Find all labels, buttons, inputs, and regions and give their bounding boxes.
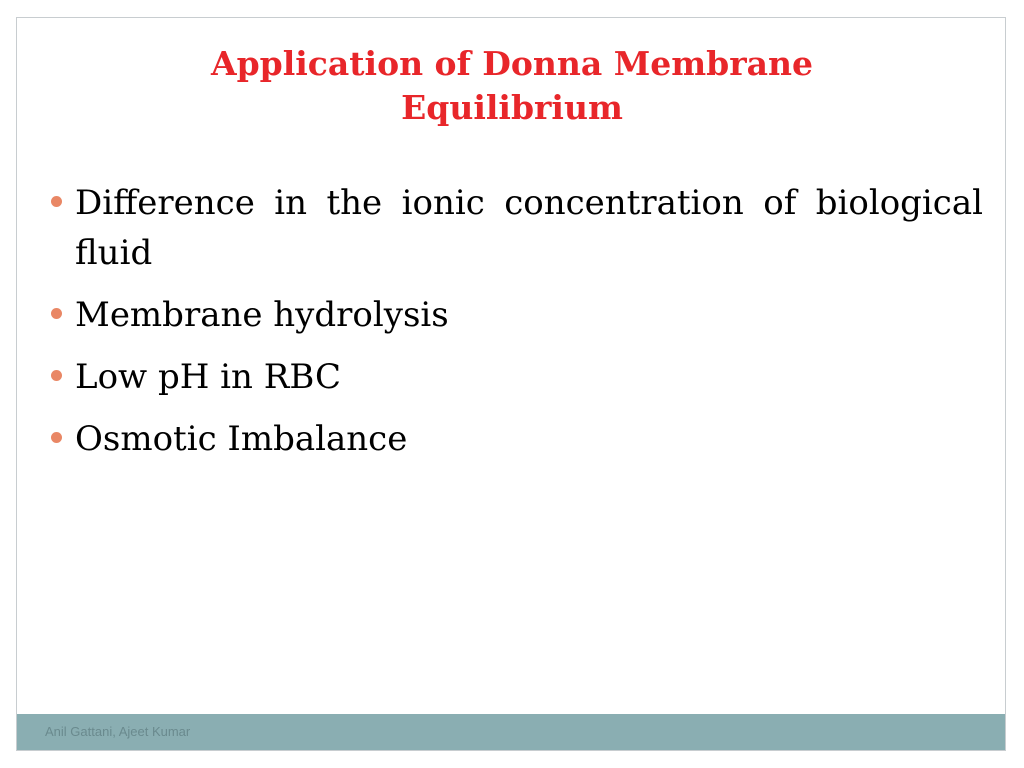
footer-author-text: Anil Gattani, Ajeet Kumar: [45, 724, 191, 739]
bullet-dot-icon: [51, 308, 62, 319]
slide-title: [17, 42, 1007, 130]
bullet-text: Osmotic Imbalance: [75, 419, 408, 459]
bullet-list: [45, 178, 983, 476]
bullet-dot-icon: [51, 370, 62, 381]
bullet-item: [45, 290, 983, 340]
slide-title-line-2: Equilibrium: [401, 88, 623, 127]
footer-bar: [17, 714, 1005, 750]
bullet-item: [45, 352, 983, 402]
bullet-text: Difference in the ionic concentration of biological fluid: [75, 183, 983, 273]
bullet-item: [45, 178, 983, 278]
bullet-item: [45, 414, 983, 464]
slide-title-line-1: Application of Donna Membrane: [210, 44, 814, 83]
bullet-text: Membrane hydrolysis: [75, 295, 449, 335]
slide: [16, 17, 1006, 751]
bullet-text: Low pH in RBC: [75, 357, 341, 397]
bullet-dot-icon: [51, 196, 62, 207]
bullet-dot-icon: [51, 432, 62, 443]
